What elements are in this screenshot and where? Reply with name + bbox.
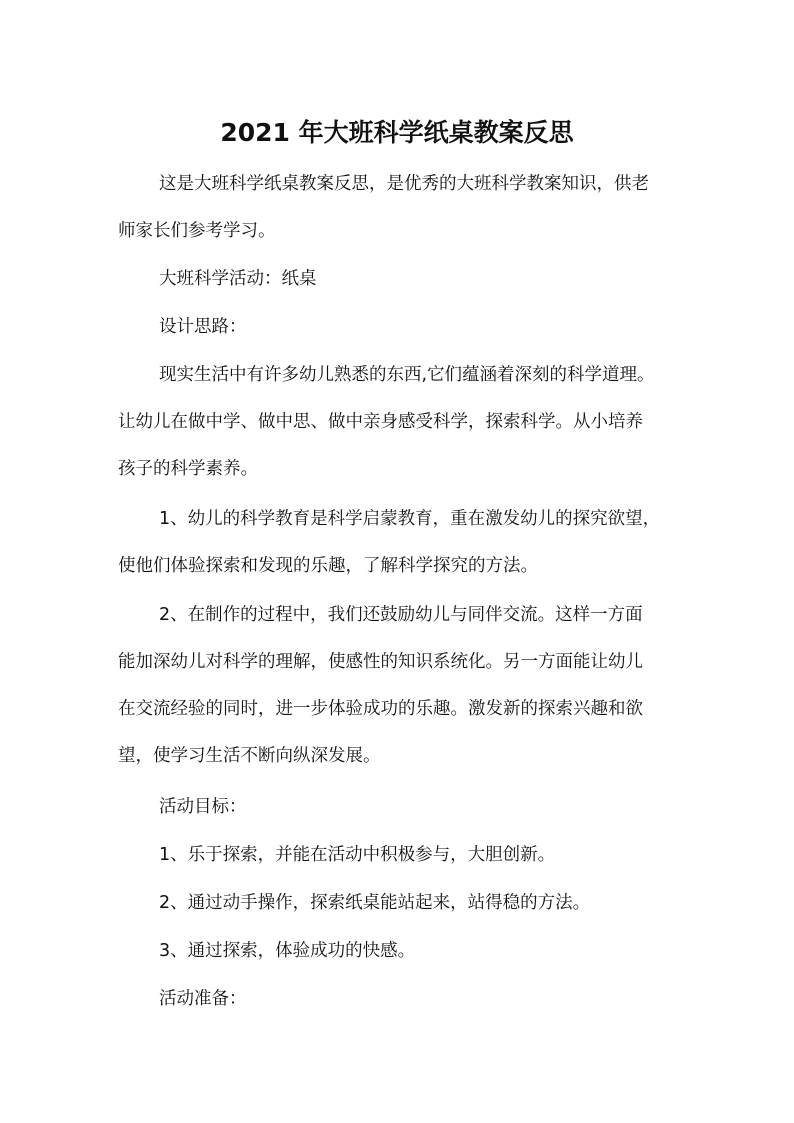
- paragraph-activity-name: [118, 256, 686, 303]
- text-line: 现实生活中有许多幼儿熟悉的东西,它们蕴涵着深刻的科学道理。: [159, 365, 655, 385]
- text-line: 师家长们参考学习。: [118, 221, 276, 241]
- text-line: 让幼儿在做中学、做中思、做中亲身感受科学，探索科学。从小培养: [118, 412, 643, 432]
- paragraph-point-1: [118, 496, 686, 590]
- text-line: 3、通过探索，体验成功的快感。: [159, 941, 416, 961]
- text-line: 望，使学习生活不断向纵深发展。: [118, 746, 381, 766]
- paragraph-intro: [118, 161, 686, 255]
- text-line: 2、在制作的过程中，我们还鼓励幼儿与同伴交流。这样一方面: [159, 605, 643, 625]
- text-line: 活动目标：: [159, 797, 247, 817]
- paragraph-design-body: [118, 352, 686, 493]
- paragraph-goal-1: [118, 832, 686, 879]
- document-title: 2021 年大班科学纸桌教案反思: [220, 117, 574, 147]
- text-line: 活动准备：: [159, 989, 247, 1009]
- text-line: 孩子的科学素养。: [118, 459, 258, 479]
- text-line: 1、幼儿的科学教育是科学启蒙教育，重在激发幼儿的探究欲望，: [159, 509, 661, 529]
- paragraph-prep-heading: [118, 976, 686, 1023]
- text-line: 能加深幼儿对科学的理解，使感性的知识系统化。另一方面能让幼儿: [118, 652, 643, 672]
- text-line: 使他们体验探索和发现的乐趣，了解科学探究的方法。: [118, 556, 538, 576]
- text-line: 这是大班科学纸桌教案反思，是优秀的大班科学教案知识，供老: [159, 174, 649, 194]
- text-line: 1、乐于探索，并能在活动中积极参与，大胆创新。: [159, 845, 556, 865]
- paragraph-design-heading: [118, 304, 686, 351]
- text-line: 在交流经验的同时，进一步体验成功的乐趣。激发新的探索兴趣和欲: [118, 699, 643, 719]
- paragraph-point-2: [118, 592, 686, 780]
- text-line: 大班科学活动：纸桌: [159, 269, 317, 289]
- text-line: 设计思路：: [159, 317, 247, 337]
- paragraph-goal-2: [118, 880, 686, 927]
- paragraph-goals-heading: [118, 784, 686, 831]
- paragraph-goal-3: [118, 928, 686, 975]
- text-line: 2、通过动手操作，探索纸桌能站起来，站得稳的方法。: [159, 893, 591, 913]
